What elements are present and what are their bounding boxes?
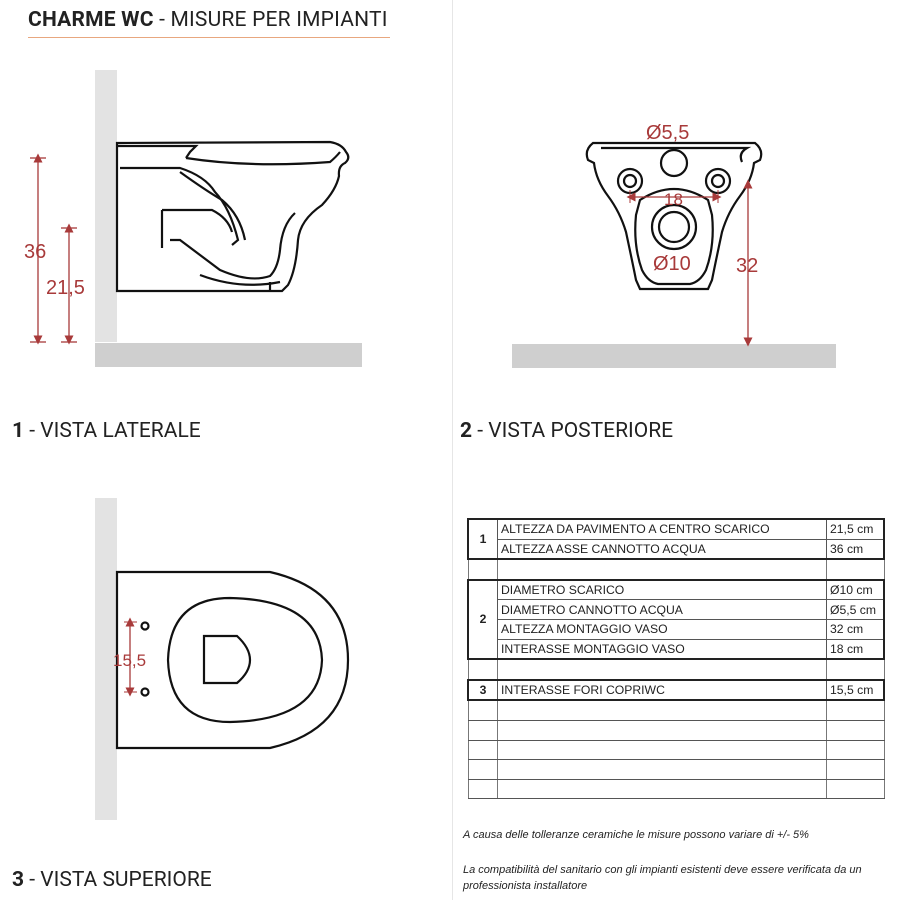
floor (95, 343, 362, 367)
dim-water-pipe-label: Ø5,5 (646, 122, 690, 144)
wall (95, 70, 117, 342)
table-row: INTERASSE MONTAGGIO VASO 18 cm (468, 639, 884, 659)
measurements-table (467, 518, 885, 799)
side-view (24, 70, 362, 367)
dim-21-5-label: 21,5 (46, 277, 85, 299)
table-row-empty (468, 720, 884, 740)
table-row: 3 INTERASSE FORI COPRIWC 15,5 cm (468, 680, 884, 701)
table-row-empty (468, 700, 884, 720)
dim-15-5-label: 15,5 (113, 651, 147, 670)
dim-drain-label: Ø10 (653, 253, 691, 275)
caption-top-view: 3 - VISTA SUPERIORE (12, 868, 212, 892)
caption-rear-view: 2 - VISTA POSTERIORE (460, 419, 674, 443)
table-row: ALTEZZA ASSE CANNOTTO ACQUA 36 cm (468, 539, 884, 559)
dim-36-label: 36 (24, 241, 47, 263)
table-row: 2 DIAMETRO SCARICO Ø10 cm (468, 580, 884, 600)
table-row-empty (468, 779, 884, 799)
page-title: CHARME WC - MISURE PER IMPIANTI (28, 8, 388, 32)
table-row-empty (468, 740, 884, 760)
rear-view (512, 122, 836, 368)
caption-side-view: 1 - VISTA LATERALE (12, 419, 201, 443)
floor (512, 344, 836, 368)
table-group-1 (468, 519, 884, 559)
table-group-3 (468, 680, 884, 701)
tolerance-note: A causa delle tolleranze ceramiche le misure possono variare di +/- 5% (463, 829, 809, 841)
compatibility-note: La compatibilità del sanitario con gli impianti esistenti deve essere verificata da un professionista installatore (463, 864, 862, 892)
table-row: 1 ALTEZZA DA PAVIMENTO A CENTRO SCARICO 21,5 cm (468, 519, 884, 539)
dim-32-label: 32 (736, 255, 759, 277)
toilet-top-outline (117, 572, 348, 748)
table-row: ALTEZZA MONTAGGIO VASO 32 cm (468, 619, 884, 639)
table-row: DIAMETRO CANNOTTO ACQUA Ø5,5 cm (468, 600, 884, 620)
table-group-2 (468, 580, 884, 659)
dim-18-label: 18 (664, 190, 683, 209)
table-row-empty (468, 760, 884, 780)
table-row-empty (468, 559, 884, 580)
top-view (95, 498, 348, 820)
toilet-side-outline (117, 142, 348, 291)
table-row-empty (468, 659, 884, 680)
